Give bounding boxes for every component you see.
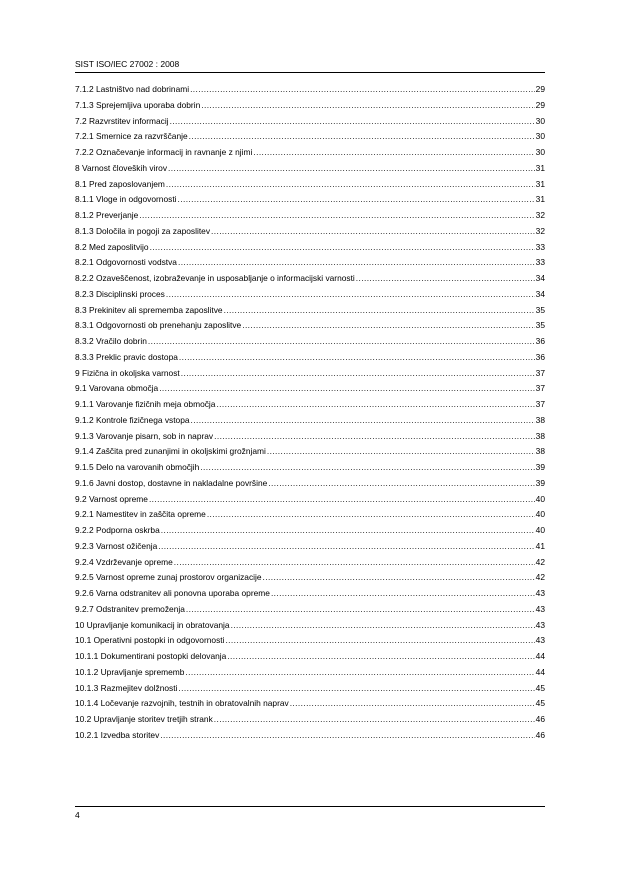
toc-leader-dots [186,602,535,618]
toc-entry[interactable] [75,161,545,177]
toc-leader-dots [178,681,534,697]
toc-leader-dots [158,539,534,555]
toc-entry-page: 44 [535,651,545,661]
toc-entry-title: 10.1 Operativni postopki in odgovornosti [75,635,225,646]
toc-leader-dots [253,145,534,161]
toc-entry-title: 10.1.2 Upravljanje sprememb [75,666,185,677]
toc-leader-dots [166,287,535,303]
toc-entry-page: 43 [535,603,545,614]
toc-entry[interactable] [75,586,545,602]
toc-entry-title: 9.1.6 Javni dostop, dostavne in nakladalne površine [75,477,268,488]
toc-entry[interactable] [75,633,545,649]
toc-entry[interactable] [75,366,545,382]
toc-entry[interactable] [75,460,545,476]
toc-leader-dots [263,570,535,586]
toc-entry[interactable] [75,129,545,145]
toc-leader-dots [242,318,534,334]
toc-entry[interactable] [75,555,545,571]
toc-entry-page: 42 [535,556,545,567]
toc-leader-dots [178,255,535,271]
toc-entry-page: 45 [535,698,545,709]
toc-entry-page: 39 [535,462,545,472]
toc-entry[interactable] [75,397,545,413]
toc-entry[interactable] [75,665,545,681]
toc-entry-page: 30 [535,131,545,142]
toc-entry[interactable] [75,649,545,665]
toc-leader-dots [148,334,535,350]
toc-leader-dots [149,492,535,508]
toc-entry[interactable] [75,98,545,114]
toc-entry-page: 42 [535,572,545,583]
toc-entry-title: 9.1.1 Varovanje fizičnih meja območja [75,399,216,409]
toc-entry[interactable] [75,728,545,744]
toc-leader-dots [191,413,535,429]
toc-entry-page: 45 [535,682,545,693]
toc-entry-page: 37 [535,399,545,409]
toc-entry-title: 8.2.3 Disciplinski proces [75,288,165,299]
toc-entry[interactable] [75,82,545,98]
toc-entry-title: 7.1.3 Sprejemljiva uporaba dobrin [75,99,201,110]
toc-entry-page: 40 [535,509,545,520]
toc-entry[interactable] [75,192,545,208]
toc-entry[interactable] [75,145,545,161]
toc-leader-dots [214,429,535,445]
toc-entry-title: 8.2.1 Odgovornosti vodstva [75,257,177,268]
toc-entry[interactable] [75,476,545,492]
toc-entry[interactable] [75,570,545,586]
toc-entry[interactable] [75,429,545,445]
toc-entry-title: 10.1.4 Ločevanje razvojnih, testnih in obratovalnih naprav [75,698,289,709]
toc-entry-page: 30 [535,147,545,157]
toc-leader-dots [150,240,535,256]
toc-entry-page: 41 [535,540,545,551]
toc-entry-title: 10.1.1 Dokumentirani postopki delovanja [75,651,227,661]
toc-entry[interactable] [75,696,545,712]
toc-leader-dots [216,397,534,413]
toc-entry-page: 29 [535,84,545,94]
toc-entry[interactable] [75,255,545,271]
toc-entry-page: 38 [535,446,545,457]
toc-entry-page: 37 [535,383,545,394]
header-rule [75,72,545,73]
toc-entry-title: 9.2.5 Varnost opreme zunaj prostorov organizacije [75,572,262,583]
toc-entry-title: 7.2.2 Označevanje informacij in ravnanje z njimi [75,147,253,157]
toc-entry-page: 46 [535,729,545,740]
toc-entry-title: 9.2.4 Vzdrževanje opreme [75,556,173,567]
toc-entry[interactable] [75,712,545,728]
toc-entry-title: 7.2 Razvrstitev informacij [75,115,169,126]
toc-entry[interactable] [75,208,545,224]
toc-entry[interactable] [75,350,545,366]
toc-entry[interactable] [75,271,545,287]
toc-entry-title: 8.3 Prekinitev ali sprememba zaposlitve [75,304,223,315]
toc-entry[interactable] [75,224,545,240]
toc-leader-dots [159,381,534,397]
toc-entry-page: 31 [535,194,545,205]
toc-entry-title: 9 Fizična in okoljska varnost [75,367,180,378]
toc-leader-dots [271,586,535,602]
toc-entry-page: 43 [535,588,545,598]
toc-entry[interactable] [75,287,545,303]
toc-entry-title: 8.1.1 Vloge in odgovornosti [75,194,177,205]
toc-leader-dots [190,82,535,98]
toc-entry-title: 8 Varnost človeških virov [75,162,168,173]
toc-entry-page: 44 [535,666,545,677]
toc-entry[interactable] [75,177,545,193]
toc-entry-page: 35 [535,320,545,331]
toc-entry-title: 9.2.1 Namestitev in zaščita opreme [75,509,206,520]
toc-entry-page: 33 [535,257,545,268]
toc-leader-dots [231,618,535,634]
toc-entry[interactable] [75,618,545,634]
toc-entry-title: 8.2.2 Ozaveščenost, izobraževanje in usposabljanje o informacijski varnosti [75,273,355,283]
toc-leader-dots [166,177,535,193]
toc-entry-title: 8.3.3 Preklic pravic dostopa [75,351,178,362]
toc-entry-title: 7.1.2 Lastništvo nad dobrinami [75,84,190,94]
toc-entry-page: 34 [535,288,545,299]
footer-rule [75,806,545,807]
toc-entry-page: 31 [535,178,545,189]
toc-entry-page: 43 [535,619,545,630]
toc-leader-dots [214,712,535,728]
toc-leader-dots [356,271,535,287]
toc-entry-page: 30 [535,115,545,126]
toc-entry-page: 36 [535,336,545,346]
toc-entry-page: 43 [535,635,545,646]
toc-entry[interactable] [75,318,545,334]
toc-entry-page: 35 [535,304,545,315]
toc-entry-page: 32 [535,225,545,236]
toc-entry-title: 10.2.1 Izvedba storitev [75,729,160,740]
toc-leader-dots [160,728,534,744]
toc-entry[interactable] [75,114,545,130]
toc-entry[interactable] [75,523,545,539]
table-of-contents [75,82,545,744]
toc-leader-dots [179,350,535,366]
toc-entry-page: 33 [535,241,545,252]
toc-entry-title: 10 Upravljanje komunikacij in obratovanja [75,619,230,630]
toc-entry[interactable] [75,539,545,555]
toc-leader-dots [268,476,534,492]
toc-leader-dots [225,633,534,649]
toc-entry[interactable] [75,444,545,460]
toc-leader-dots [185,665,534,681]
toc-leader-dots [178,192,535,208]
toc-entry[interactable] [75,334,545,350]
toc-entry-title: 8.2 Med zaposlitvijo [75,241,149,252]
toc-entry-page: 40 [535,525,545,535]
toc-entry-page: 38 [535,414,545,425]
toc-entry[interactable] [75,507,545,523]
toc-entry-page: 46 [535,714,545,724]
toc-entry-page: 36 [535,351,545,362]
toc-entry-title: 10.1.3 Razmejitev dolžnosti [75,682,178,693]
toc-entry-title: 9.1 Varovana območja [75,383,159,394]
toc-leader-dots [170,114,535,130]
document-header: SIST ISO/IEC 27002 : 2008 [75,59,180,69]
toc-leader-dots [227,649,534,665]
toc-leader-dots [211,224,535,240]
page-number: 4 [75,810,80,820]
toc-entry[interactable] [75,381,545,397]
toc-leader-dots [168,161,535,177]
toc-entry[interactable] [75,681,545,697]
toc-leader-dots [290,696,535,712]
toc-entry-page: 37 [535,367,545,378]
toc-leader-dots [174,555,535,571]
toc-leader-dots [139,208,534,224]
toc-entry-title: 9.2.3 Varnost ožičenja [75,540,158,551]
toc-leader-dots [189,129,535,145]
toc-entry-title: 8.3.2 Vračilo dobrin [75,336,147,346]
toc-entry-page: 38 [535,430,545,441]
toc-entry-page: 32 [535,210,545,220]
toc-leader-dots [207,507,535,523]
toc-entry-title: 8.3.1 Odgovornosti ob prenehanju zaposlitve [75,320,242,331]
toc-entry-title: 9.2.6 Varna odstranitev ali ponovna uporaba opreme [75,588,270,598]
toc-entry-title: 9.2.2 Podporna oskrba [75,525,160,535]
toc-entry-title: 9.1.3 Varovanje pisarn, sob in naprav [75,430,214,441]
toc-entry-page: 29 [535,99,545,110]
toc-entry-title: 9.2 Varnost opreme [75,493,148,504]
toc-entry-title: 9.1.5 Delo na varovanih območjih [75,462,200,472]
toc-entry[interactable] [75,240,545,256]
toc-entry-title: 8.1 Pred zaposlovanjem [75,178,165,189]
toc-entry-title: 10.2 Upravljanje storitev tretjih strank [75,714,213,724]
toc-entry[interactable] [75,492,545,508]
toc-entry-title: 8.1.3 Določila in pogoji za zaposlitev [75,225,211,236]
toc-entry-title: 7.2.1 Smernice za razvrščanje [75,131,188,142]
toc-entry-title: 9.2.7 Odstranitev premoženja [75,603,185,614]
toc-entry-page: 34 [535,273,545,283]
toc-entry[interactable] [75,303,545,319]
toc-leader-dots [267,444,535,460]
toc-leader-dots [200,460,534,476]
toc-leader-dots [201,98,534,114]
toc-entry-page: 40 [535,493,545,504]
toc-entry-title: 9.1.2 Kontrole fizičnega vstopa [75,414,190,425]
toc-leader-dots [161,523,535,539]
toc-entry-title: 8.1.2 Preverjanje [75,210,139,220]
toc-entry[interactable] [75,602,545,618]
toc-entry-page: 39 [535,477,545,488]
toc-leader-dots [224,303,535,319]
toc-entry-title: 9.1.4 Zaščita pred zunanjimi in okoljskimi grožnjami [75,446,266,457]
toc-entry[interactable] [75,413,545,429]
toc-entry-page: 31 [535,162,545,173]
toc-leader-dots [181,366,535,382]
